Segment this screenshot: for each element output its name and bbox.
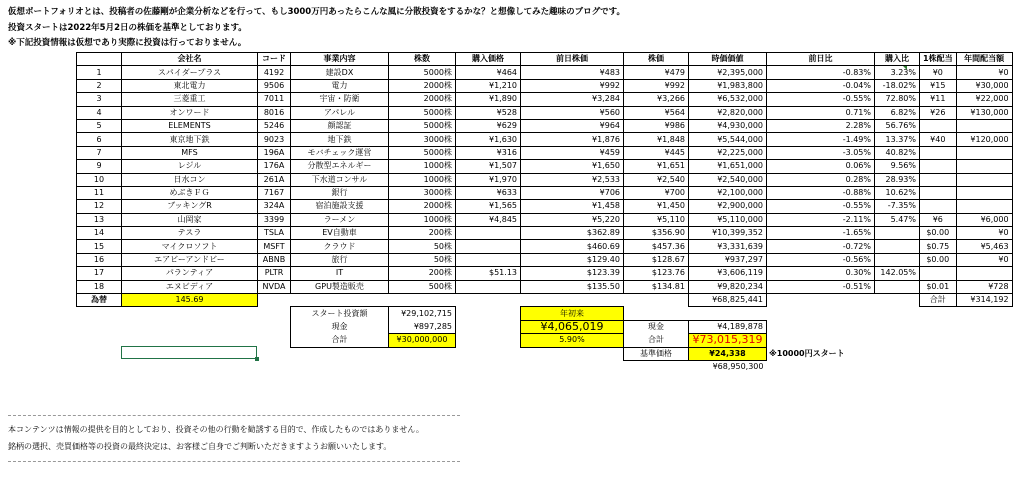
cell-business[interactable]: 旅行	[291, 253, 389, 266]
cell-code[interactable]: 4192	[258, 66, 291, 79]
header-price: 株価	[624, 53, 689, 66]
cell-prev-price[interactable]: $129.40	[521, 253, 624, 266]
cell-company[interactable]: エアビーアンドビー	[122, 253, 258, 266]
cell-day-change[interactable]: -0.51%	[767, 280, 875, 293]
table-row	[77, 186, 1013, 199]
table-row	[77, 280, 1013, 293]
table-row	[77, 106, 1013, 119]
cell-purchase-price[interactable]: ¥1,507	[456, 160, 521, 173]
cell-day-change[interactable]: -1.65%	[767, 227, 875, 240]
cell-price[interactable]: $356.90	[624, 227, 689, 240]
cell-purchase-price[interactable]: ¥1,210	[456, 79, 521, 92]
cell-purchase-price[interactable]: ¥528	[456, 106, 521, 119]
cell-code[interactable]: 9506	[258, 79, 291, 92]
base-price-label: 基準価格	[624, 347, 689, 360]
cell-day-change[interactable]: 0.28%	[767, 173, 875, 186]
fx-value[interactable]: 145.69	[122, 294, 258, 307]
cell-number[interactable]: 14	[77, 227, 122, 240]
cell-day-change[interactable]: -1.49%	[767, 133, 875, 146]
cell-code[interactable]: 9023	[258, 133, 291, 146]
cell-day-change[interactable]: -2.11%	[767, 213, 875, 226]
header-market-value: 時価価値	[689, 53, 767, 66]
cell-market-value[interactable]: ¥4,930,000	[689, 119, 767, 132]
cell-prev-price[interactable]: ¥992	[521, 79, 624, 92]
cell-code[interactable]: 196A	[258, 146, 291, 159]
cell-annual-dividend[interactable]	[956, 186, 1012, 199]
table-row	[77, 240, 1013, 253]
cell-day-change[interactable]: -0.04%	[767, 79, 875, 92]
cell-code[interactable]: 5246	[258, 119, 291, 132]
cell-code[interactable]: 8016	[258, 106, 291, 119]
cell-shares[interactable]: 5000株	[389, 106, 456, 119]
cell-code[interactable]: ABNB	[258, 253, 291, 266]
table-row	[77, 146, 1013, 159]
cell-prev-price[interactable]: ¥2,533	[521, 173, 624, 186]
cell-company[interactable]: テスラ	[122, 227, 258, 240]
cell-annual-dividend[interactable]: ¥120,000	[956, 133, 1012, 146]
cell-dividend-per-share[interactable]	[920, 173, 957, 186]
cell-purchase-price[interactable]: ¥316	[456, 146, 521, 159]
header-code: コード	[258, 53, 291, 66]
cell-purchase-change[interactable]: 56.76%	[875, 119, 920, 132]
cell-shares[interactable]: 1000株	[389, 173, 456, 186]
cell-purchase-change[interactable]: -18.02%	[875, 79, 920, 92]
cell-code[interactable]: PLTR	[258, 267, 291, 280]
cell-price[interactable]: ¥700	[624, 186, 689, 199]
cell-number[interactable]: 13	[77, 213, 122, 226]
cell-company[interactable]: マイクロソフト	[122, 240, 258, 253]
cell-number[interactable]: 15	[77, 240, 122, 253]
cell-price[interactable]: ¥1,651	[624, 160, 689, 173]
year-start-label: 年初来	[521, 307, 624, 320]
cell-purchase-price[interactable]: ¥629	[456, 119, 521, 132]
cell-purchase-price[interactable]: $51.13	[456, 267, 521, 280]
header-annual-dividend: 年間配当額	[956, 53, 1012, 66]
cell-market-value[interactable]: ¥5,544,000	[689, 133, 767, 146]
cell-company[interactable]: 東京地下鉄	[122, 133, 258, 146]
cell-number[interactable]: 10	[77, 173, 122, 186]
cell-annual-dividend[interactable]: ¥130,000	[956, 106, 1012, 119]
cell-business[interactable]: GPU製造販売	[291, 280, 389, 293]
table-row	[77, 213, 1013, 226]
cell-annual-dividend[interactable]	[956, 146, 1012, 159]
cell-code[interactable]: 3399	[258, 213, 291, 226]
base-note: ※10000円スタート	[769, 348, 845, 358]
cell-price[interactable]: $123.76	[624, 267, 689, 280]
cell-business[interactable]: クラウド	[291, 240, 389, 253]
cell-price[interactable]: $134.81	[624, 280, 689, 293]
cell-shares[interactable]: 3000株	[389, 186, 456, 199]
cell-purchase-price[interactable]: ¥633	[456, 186, 521, 199]
cell-market-value[interactable]: ¥2,820,000	[689, 106, 767, 119]
cell-business[interactable]: 建設DX	[291, 66, 389, 79]
cell-number[interactable]: 1	[77, 66, 122, 79]
table-row	[77, 267, 1013, 280]
cell-purchase-price[interactable]: ¥1,890	[456, 93, 521, 106]
cell-code[interactable]: 261A	[258, 173, 291, 186]
total-market-value: ¥68,825,441	[689, 294, 767, 307]
cell-purchase-change[interactable]: 28.93%	[875, 173, 920, 186]
cell-day-change[interactable]: 0.30%	[767, 267, 875, 280]
cell-number[interactable]: 7	[77, 146, 122, 159]
cell-price[interactable]: ¥479	[624, 66, 689, 79]
cash-2: ¥4,189,878	[689, 320, 767, 333]
cell-purchase-price[interactable]: ¥464	[456, 66, 521, 79]
cell-day-change[interactable]: -3.05%	[767, 146, 875, 159]
cell-dividend-per-share[interactable]: ¥0	[920, 66, 957, 79]
cell-number[interactable]: 16	[77, 253, 122, 266]
cell-prev-price[interactable]: ¥483	[521, 66, 624, 79]
total-2: ¥73,015,319	[689, 334, 767, 347]
cell-shares[interactable]: 5000株	[389, 66, 456, 79]
cell-price[interactable]: ¥1,450	[624, 200, 689, 213]
cell-company[interactable]: オンワード	[122, 106, 258, 119]
cell-dividend-per-share[interactable]	[920, 119, 957, 132]
cell-purchase-price[interactable]	[456, 253, 521, 266]
table-row	[77, 160, 1013, 173]
cell-business[interactable]: ラーメン	[291, 213, 389, 226]
cell-annual-dividend[interactable]: ¥0	[956, 253, 1012, 266]
cell-dividend-per-share[interactable]: ¥15	[920, 79, 957, 92]
cell-market-value[interactable]: ¥6,532,000	[689, 93, 767, 106]
comment-marker-icon	[903, 66, 907, 70]
table-row	[77, 200, 1013, 213]
cell-purchase-change[interactable]: 13.37%	[875, 133, 920, 146]
cell-purchase-price[interactable]: ¥4,845	[456, 213, 521, 226]
cell-prev-price[interactable]: ¥1,650	[521, 160, 624, 173]
cell-company[interactable]: レジル	[122, 160, 258, 173]
cell-market-value[interactable]: ¥5,110,000	[689, 213, 767, 226]
cell-purchase-change[interactable]	[875, 227, 920, 240]
cell-business[interactable]: 分散型エネルギー	[291, 160, 389, 173]
cell-market-value[interactable]: ¥2,100,000	[689, 186, 767, 199]
cell-company[interactable]: 三菱重工	[122, 93, 258, 106]
cell-company[interactable]: スパイダープラス	[122, 66, 258, 79]
header-dividend-per-share: 1株配当	[920, 53, 957, 66]
cell-number[interactable]: 2	[77, 79, 122, 92]
cell-company[interactable]: ELEMENTS	[122, 119, 258, 132]
cell-business[interactable]: 地下鉄	[291, 133, 389, 146]
cell-annual-dividend[interactable]: ¥0	[956, 227, 1012, 240]
cell-number[interactable]: 11	[77, 186, 122, 199]
cell-code[interactable]: 176A	[258, 160, 291, 173]
cell-day-change[interactable]: -0.56%	[767, 253, 875, 266]
table-row	[77, 227, 1013, 240]
cell-price[interactable]: ¥5,110	[624, 213, 689, 226]
cell-prev-price[interactable]: ¥560	[521, 106, 624, 119]
cell-purchase-price[interactable]: ¥1,565	[456, 200, 521, 213]
cell-purchase-price[interactable]	[456, 227, 521, 240]
cell-annual-dividend[interactable]: ¥0	[956, 66, 1012, 79]
cell-business[interactable]: EV自動車	[291, 227, 389, 240]
cell-business[interactable]: IT	[291, 267, 389, 280]
cell-purchase-change[interactable]: 142.05%	[875, 267, 920, 280]
cell-price[interactable]: $128.67	[624, 253, 689, 266]
cell-prev-price[interactable]: ¥459	[521, 146, 624, 159]
cell-dividend-per-share[interactable]	[920, 186, 957, 199]
intro-line-1: 仮想ポートフォリオとは、投稿者の佐藤剛が企業分析などを行って、もし3000万円あったらこんな風に分散投資をするかな？と想像してみた趣味のブログです。	[8, 7, 625, 17]
summary-block	[77, 294, 1013, 374]
cell-business[interactable]: 銀行	[291, 186, 389, 199]
cell-annual-dividend[interactable]: ¥5,463	[956, 240, 1012, 253]
total-1: ¥30,000,000	[389, 334, 456, 347]
intro-line-3: ※下記投資情報は仮想であり実際に投資は行っておりません。	[8, 38, 247, 48]
cell-market-value[interactable]: ¥1,651,000	[689, 160, 767, 173]
cell-business[interactable]: 下水道コンサル	[291, 173, 389, 186]
cell-number[interactable]: 6	[77, 133, 122, 146]
cell-business[interactable]: モバチェック運営	[291, 146, 389, 159]
table-row	[77, 93, 1013, 106]
cell-market-value[interactable]: ¥3,331,639	[689, 240, 767, 253]
dividend-total: ¥314,192	[956, 294, 1012, 307]
cell-purchase-change[interactable]	[875, 253, 920, 266]
cell-business[interactable]: 電力	[291, 79, 389, 92]
cell-price[interactable]: ¥992	[624, 79, 689, 92]
cell-prev-price[interactable]: ¥5,220	[521, 213, 624, 226]
prev-total: ¥68,950,300	[712, 362, 764, 372]
start-invest-label: スタート投資額	[291, 307, 389, 320]
cell-purchase-change[interactable]	[875, 240, 920, 253]
cell-price[interactable]: ¥564	[624, 106, 689, 119]
cell-annual-dividend[interactable]	[956, 119, 1012, 132]
cash-1: ¥897,285	[389, 320, 456, 333]
dividend-total-label: 合計	[920, 294, 957, 307]
cell-shares[interactable]: 1000株	[389, 213, 456, 226]
cell-day-change[interactable]: -0.88%	[767, 186, 875, 199]
header-business: 事業内容	[291, 53, 389, 66]
cell-dividend-per-share[interactable]: ¥40	[920, 133, 957, 146]
cell-market-value[interactable]: ¥2,540,000	[689, 173, 767, 186]
cell-purchase-price[interactable]: ¥1,970	[456, 173, 521, 186]
cell-shares[interactable]: 200株	[389, 227, 456, 240]
cell-annual-dividend[interactable]: ¥6,000	[956, 213, 1012, 226]
total-label-1: 合計	[291, 334, 389, 347]
header-number	[77, 53, 122, 66]
cell-dividend-per-share[interactable]: ¥11	[920, 93, 957, 106]
cell-prev-price[interactable]: ¥1,876	[521, 133, 624, 146]
cell-annual-dividend[interactable]	[956, 160, 1012, 173]
cell-annual-dividend[interactable]	[956, 173, 1012, 186]
cell-number[interactable]: 5	[77, 119, 122, 132]
cell-purchase-change[interactable]: 6.82%	[875, 106, 920, 119]
header-shares: 株数	[389, 53, 456, 66]
cell-company[interactable]: パランティア	[122, 267, 258, 280]
cell-dividend-per-share[interactable]: $0.00	[920, 253, 957, 266]
cell-company[interactable]: めぶきＦＧ	[122, 186, 258, 199]
cell-purchase-change[interactable]: -7.35%	[875, 200, 920, 213]
cell-purchase-change[interactable]: 9.56%	[875, 160, 920, 173]
cell-dividend-per-share[interactable]	[920, 160, 957, 173]
cell-dividend-per-share[interactable]: $0.01	[920, 280, 957, 293]
cell-company[interactable]: MFS	[122, 146, 258, 159]
cell-market-value[interactable]: ¥2,900,000	[689, 200, 767, 213]
cell-dividend-per-share[interactable]	[920, 200, 957, 213]
header-day-change: 前日比	[767, 53, 875, 66]
cell-day-change[interactable]: -0.55%	[767, 93, 875, 106]
cell-day-change[interactable]: -0.55%	[767, 200, 875, 213]
cell-shares[interactable]: 50株	[389, 240, 456, 253]
cell-purchase-change[interactable]: 72.80%	[875, 93, 920, 106]
cell-shares[interactable]: 5000株	[389, 119, 456, 132]
start-invest: ¥29,102,715	[389, 307, 456, 320]
cell-market-value[interactable]: ¥3,606,119	[689, 267, 767, 280]
cell-shares[interactable]: 2000株	[389, 79, 456, 92]
cell-purchase-price[interactable]: ¥1,630	[456, 133, 521, 146]
cell-price[interactable]: ¥1,848	[624, 133, 689, 146]
table-row	[77, 66, 1013, 79]
cell-prev-price[interactable]: ¥1,458	[521, 200, 624, 213]
cell-dividend-per-share[interactable]: ¥6	[920, 213, 957, 226]
portfolio-table	[76, 52, 1013, 373]
footer-divider-top	[8, 415, 460, 416]
header-purchase-change: 購入比	[875, 53, 920, 66]
cell-prev-price[interactable]: $135.50	[521, 280, 624, 293]
cell-price[interactable]: ¥986	[624, 119, 689, 132]
cell-code[interactable]: NVDA	[258, 280, 291, 293]
cell-code[interactable]: 324A	[258, 200, 291, 213]
cell-day-change[interactable]: -0.83%	[767, 66, 875, 79]
fx-label: 為替	[77, 294, 122, 307]
cell-purchase-change[interactable]	[875, 280, 920, 293]
cell-dividend-per-share[interactable]: $0.75	[920, 240, 957, 253]
cell-purchase-price[interactable]	[456, 240, 521, 253]
cell-number[interactable]: 9	[77, 160, 122, 173]
header-purchase-price: 購入価格	[456, 53, 521, 66]
cell-day-change[interactable]: -0.72%	[767, 240, 875, 253]
cell-purchase-change[interactable]: 40.82%	[875, 146, 920, 159]
cell-code[interactable]: 7167	[258, 186, 291, 199]
cell-shares[interactable]: 2000株	[389, 200, 456, 213]
cell-company[interactable]: エヌビディア	[122, 280, 258, 293]
cell-dividend-per-share[interactable]: ¥26	[920, 106, 957, 119]
selected-cell[interactable]	[121, 346, 257, 359]
cell-market-value[interactable]: ¥9,820,234	[689, 280, 767, 293]
cell-company[interactable]: 東北電力	[122, 79, 258, 92]
cell-company[interactable]: ブッキングR	[122, 200, 258, 213]
cell-code[interactable]: MSFT	[258, 240, 291, 253]
cell-number[interactable]: 18	[77, 280, 122, 293]
table-row	[77, 253, 1013, 266]
cell-dividend-per-share[interactable]	[920, 267, 957, 280]
year-start-pct: 5.90%	[521, 334, 624, 347]
cell-annual-dividend[interactable]	[956, 267, 1012, 280]
cell-market-value[interactable]: ¥1,983,800	[689, 79, 767, 92]
portfolio-header	[77, 53, 1013, 66]
cell-price[interactable]: $457.36	[624, 240, 689, 253]
table-row	[77, 173, 1013, 186]
cell-code[interactable]: 7011	[258, 93, 291, 106]
cell-annual-dividend[interactable]: ¥728	[956, 280, 1012, 293]
cell-business[interactable]: 宇宙・防衛	[291, 93, 389, 106]
cell-purchase-change[interactable]: 3.23%	[875, 66, 920, 79]
cell-price[interactable]: ¥2,540	[624, 173, 689, 186]
header-prev-price: 前日株価	[521, 53, 624, 66]
cell-number[interactable]: 3	[77, 93, 122, 106]
cell-business[interactable]: 宿泊施設支援	[291, 200, 389, 213]
cell-market-value[interactable]: ¥10,399,352	[689, 227, 767, 240]
total-label-2: 合計	[624, 334, 689, 347]
cash-label-2: 現金	[624, 320, 689, 333]
cell-market-value[interactable]: ¥2,225,000	[689, 146, 767, 159]
cell-market-value[interactable]: ¥937,297	[689, 253, 767, 266]
cell-number[interactable]: 4	[77, 106, 122, 119]
cell-code[interactable]: TSLA	[258, 227, 291, 240]
table-row	[77, 79, 1013, 92]
cell-day-change[interactable]: 0.71%	[767, 106, 875, 119]
cell-company[interactable]: 日水コン	[122, 173, 258, 186]
cell-annual-dividend[interactable]: ¥30,000	[956, 79, 1012, 92]
table-row	[77, 133, 1013, 146]
cell-annual-dividend[interactable]: ¥22,000	[956, 93, 1012, 106]
footer-line-1: 本コンテンツは情報の提供を目的としており、投資その他の行動を勧誘する目的で、作成したものではありません。	[8, 425, 424, 434]
cell-price[interactable]: ¥3,266	[624, 93, 689, 106]
cell-number[interactable]: 17	[77, 267, 122, 280]
cell-dividend-per-share[interactable]: $0.00	[920, 227, 957, 240]
cell-day-change[interactable]: 2.28%	[767, 119, 875, 132]
header-company: 会社名	[122, 53, 258, 66]
cell-day-change[interactable]: 0.06%	[767, 160, 875, 173]
cell-prev-price[interactable]: $123.39	[521, 267, 624, 280]
cash-label-1: 現金	[291, 320, 389, 333]
cell-shares[interactable]: 5000株	[389, 146, 456, 159]
intro-line-2: 投資スタートは2022年5月2日の株価を基準としております。	[8, 23, 247, 33]
cell-purchase-change[interactable]: 5.47%	[875, 213, 920, 226]
year-start-value: ¥4,065,019	[521, 320, 624, 333]
cell-shares[interactable]: 1000株	[389, 160, 456, 173]
cell-shares[interactable]: 200株	[389, 267, 456, 280]
cell-annual-dividend[interactable]	[956, 200, 1012, 213]
cell-price[interactable]: ¥445	[624, 146, 689, 159]
cell-prev-price[interactable]: ¥706	[521, 186, 624, 199]
cell-prev-price[interactable]: ¥3,284	[521, 93, 624, 106]
cell-prev-price[interactable]: ¥964	[521, 119, 624, 132]
table-row	[77, 119, 1013, 132]
base-price: ¥24,338	[689, 347, 767, 360]
cell-prev-price[interactable]: $362.89	[521, 227, 624, 240]
cell-dividend-per-share[interactable]	[920, 146, 957, 159]
cell-shares[interactable]: 3000株	[389, 133, 456, 146]
cell-business[interactable]: 顔認証	[291, 119, 389, 132]
cell-shares[interactable]: 50株	[389, 253, 456, 266]
cell-purchase-change[interactable]: 10.62%	[875, 186, 920, 199]
cell-shares[interactable]: 500株	[389, 280, 456, 293]
cell-purchase-price[interactable]	[456, 280, 521, 293]
cell-market-value[interactable]: ¥2,395,000	[689, 66, 767, 79]
cell-company[interactable]: 山岡家	[122, 213, 258, 226]
footer-line-2: 銘柄の選択、売買価格等の投資の最終決定は、お客様ご自身でご判断いただきますようお願いいたします。	[8, 442, 392, 451]
footer-divider-bottom	[8, 461, 460, 462]
portfolio-rows	[77, 66, 1013, 294]
cell-business[interactable]: アパレル	[291, 106, 389, 119]
cell-prev-price[interactable]: $460.69	[521, 240, 624, 253]
cell-shares[interactable]: 2000株	[389, 93, 456, 106]
cell-number[interactable]: 12	[77, 200, 122, 213]
